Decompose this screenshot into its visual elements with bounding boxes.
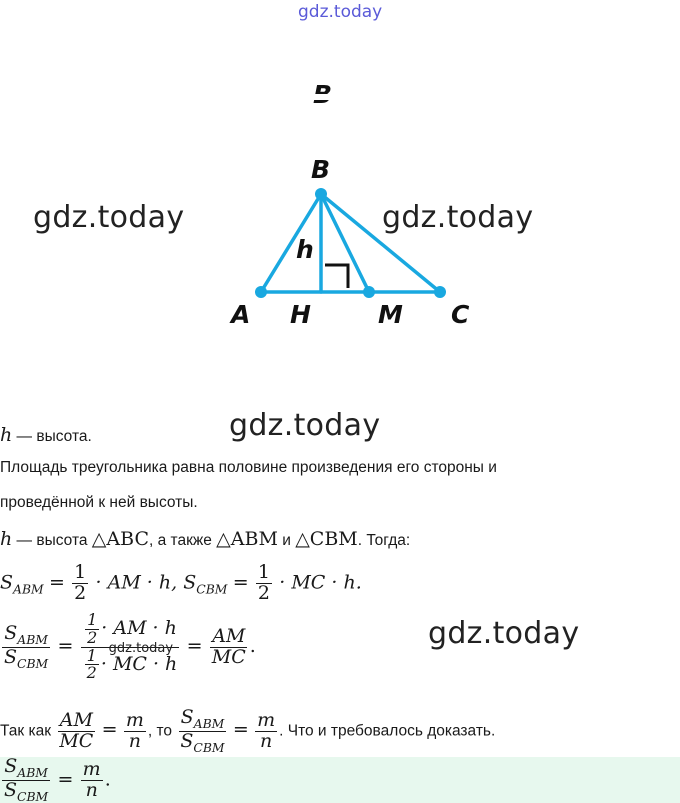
answer-fraction-s: $\frac{S_{ABM}}{S_{CBM}}$: [4, 757, 49, 803]
answer-period: .: [104, 768, 111, 791]
term-am-h: · AM · h,: [95, 571, 184, 594]
fraction-am-mc: $\frac{AM}{MC}$: [211, 624, 246, 668]
period: .: [249, 635, 256, 658]
term-mc-h: · MC · h.: [279, 571, 362, 594]
line-conclusion: [0, 708, 495, 755]
line-triangles: [0, 528, 410, 550]
point-m: [363, 286, 375, 298]
fraction-s-ratio-2: $\frac{S_{ABM}}{S_{CBM}}$: [180, 706, 225, 755]
s-abm-sub: ABM: [13, 582, 44, 597]
fraction-m-n: $\frac{m}{n}$: [125, 708, 144, 752]
fraction-half-2: $\frac{1}{2}$: [257, 561, 270, 604]
formula-areas: [0, 563, 362, 604]
equals-3: =: [57, 635, 74, 658]
point-b: [315, 188, 327, 200]
text-height-of: — высота: [12, 532, 92, 549]
median-bm: [321, 194, 369, 292]
equals: =: [48, 571, 65, 594]
watermark-center: gdz.today: [229, 408, 381, 443]
equals-4: =: [186, 635, 203, 658]
line-area-rule: Площадь треугольника равна половине произведения его стороны и: [0, 459, 497, 476]
watermark-top: gdz.today: [298, 2, 383, 22]
text-then-2: , то: [147, 722, 177, 740]
triangle-cbm: △CBM: [295, 528, 358, 550]
formula-ratio: [0, 612, 256, 682]
side-bc: [321, 194, 440, 292]
watermark-inline: gdz.today: [108, 641, 174, 656]
label-a: A: [231, 300, 251, 329]
watermark-right-lower: gdz.today: [428, 616, 580, 651]
answer-equals: =: [57, 768, 74, 791]
watermark-right: gdz.today: [382, 200, 534, 235]
var-h: h: [0, 424, 13, 446]
equals-6: =: [232, 718, 249, 741]
text-also: , а также: [148, 532, 217, 549]
fraction-half: $\frac{1}{2}$: [74, 561, 87, 604]
right-angle-mark: [325, 265, 348, 288]
label-h-foot: H: [290, 300, 311, 329]
answer-formula: [0, 757, 111, 803]
line-area-rule-cont: проведённой к ней высоты.: [0, 494, 198, 511]
line-height-def: [0, 424, 92, 446]
equals-2: =: [232, 571, 249, 594]
fraction-cancel: $\frac{1}{2}$ · AM · h $\frac{1}{2}$ · MC · h gdz.today: [81, 612, 180, 682]
point-c: [434, 286, 446, 298]
answer-fraction-m-n: $\frac{m}{n}$: [82, 757, 101, 801]
equals-5: =: [101, 718, 118, 741]
watermark-left: gdz.today: [33, 200, 185, 235]
s-cbm: S: [183, 571, 197, 594]
text-and: и: [277, 532, 296, 549]
triangle-figure: [0, 0, 680, 360]
answer-box: [0, 757, 680, 803]
s-abm: S: [0, 571, 14, 594]
triangle-abm: △ABM: [216, 528, 278, 550]
var-h-2: h: [0, 528, 13, 550]
fraction-s-ratio: $\frac{S_{ABM}}{S_{CBM}}$: [4, 621, 49, 671]
text-qed: . Что и требовалось доказать.: [279, 722, 496, 740]
text-then: . Тогда:: [357, 532, 411, 549]
label-m: M: [378, 300, 403, 329]
fraction-m-n-2: $\frac{m}{n}$: [257, 708, 276, 752]
s-cbm-sub: CBM: [196, 582, 228, 597]
point-a: [255, 286, 267, 298]
label-b: B: [311, 155, 331, 184]
label-h-height: h: [296, 235, 314, 264]
fraction-am-mc-2: $\frac{AM}{MC}$: [59, 708, 94, 752]
label-c: C: [451, 300, 470, 329]
triangle-abc: △ABC: [91, 528, 149, 550]
height-text: — высота.: [12, 428, 92, 445]
text-since: Так как: [0, 722, 56, 740]
